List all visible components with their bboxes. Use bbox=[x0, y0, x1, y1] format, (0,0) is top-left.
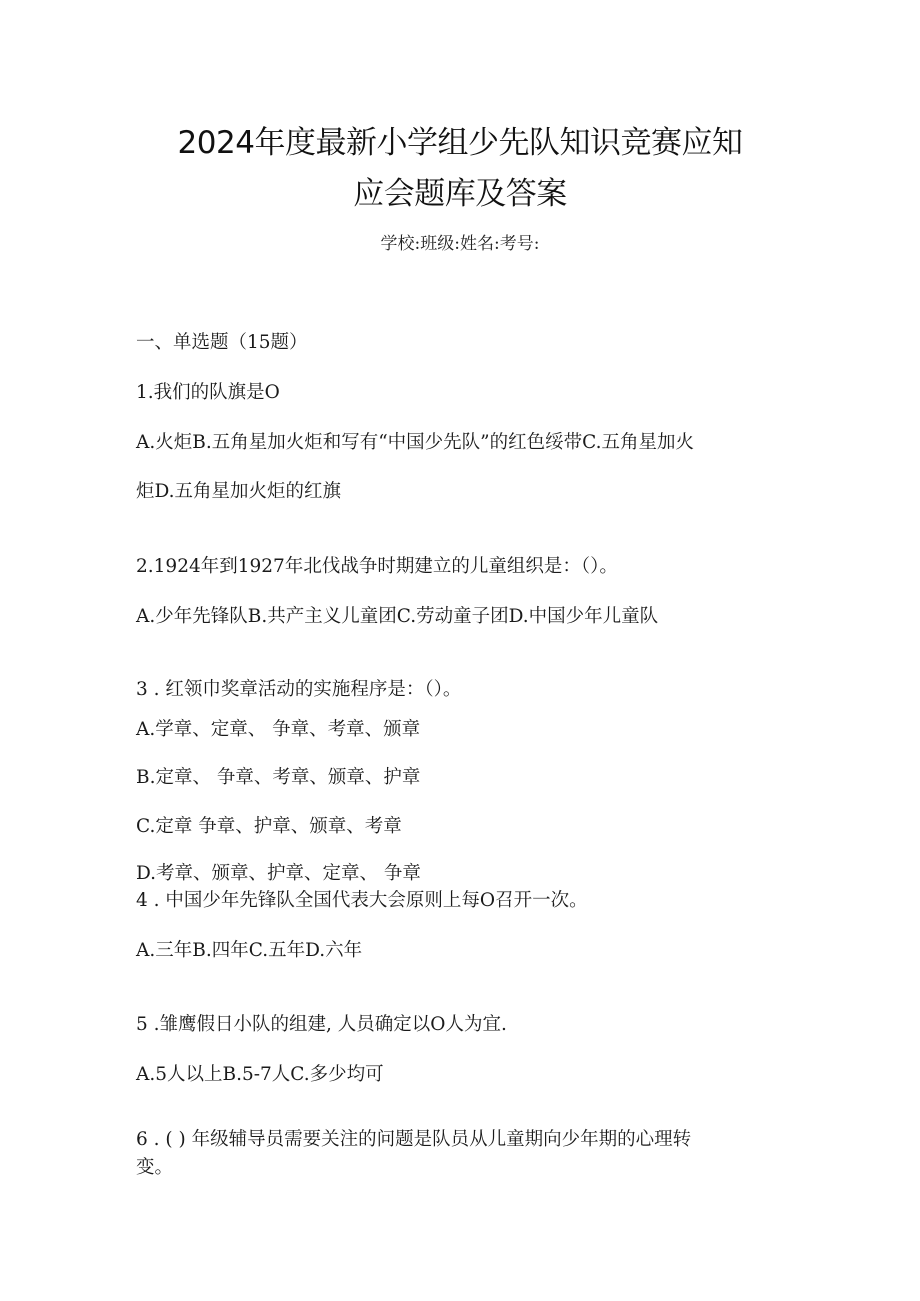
question-1-options-line-1: A.火炬B.五角星加火炬和写有“中国少先队”的红色绥带C.五角星加火 bbox=[136, 432, 695, 453]
student-info-line: 学校:班级:姓名:考号: bbox=[380, 234, 540, 254]
question-6-stem-line-1: 6 . ( ) 年级辅导员需要关注的问题是队员从儿童期向少年期的心理转 bbox=[136, 1129, 692, 1150]
question-4-options-line-1: A.三年B.四年C.五年D.六年 bbox=[136, 940, 363, 961]
question-3-stem: 3 . 红领巾奖章活动的实施程序是：（）。 bbox=[136, 679, 462, 700]
question-3-option-b: B.定章、 争章、考章、颁章、护章 bbox=[136, 767, 421, 788]
question-3-option-d: D.考章、颁章、护章、定章、 争章 bbox=[136, 863, 421, 884]
question-6-stem-line-2: 变。 bbox=[136, 1157, 174, 1178]
question-3-option-a: A.学章、定章、 争章、考章、颁章 bbox=[136, 719, 421, 740]
question-1-stem: 1.我们的队旗是O bbox=[136, 382, 280, 403]
question-5-stem: 5 .雏鹰假日小队的组建, 人员确定以O人为宜. bbox=[136, 1014, 507, 1035]
document-title-line-2: 应会题库及答案 bbox=[353, 176, 567, 212]
question-4-stem: 4 . 中国少年先锋队全国代表大会原则上每O召开一次。 bbox=[136, 890, 588, 911]
question-5-options-line-1: A.5人以上B.5-7人C.多少均可 bbox=[136, 1064, 384, 1085]
section-heading: 一、单选题（15题） bbox=[136, 332, 308, 353]
question-2-options-line-1: A.少年先锋队B.共产主义儿童团C.劳动童子团D.中国少年儿童队 bbox=[136, 606, 659, 627]
question-1-options-line-2: 炬D.五角星加火炬的红旗 bbox=[136, 481, 342, 502]
question-2-stem: 2.1924年到1927年北伐战争时期建立的儿童组织是：（）。 bbox=[136, 556, 618, 577]
question-3-option-c: C.定章 争章、护章、颁章、考章 bbox=[136, 816, 402, 837]
document-title-line-1: 2024年度最新小学组少先队知识竞赛应知 bbox=[177, 125, 743, 161]
